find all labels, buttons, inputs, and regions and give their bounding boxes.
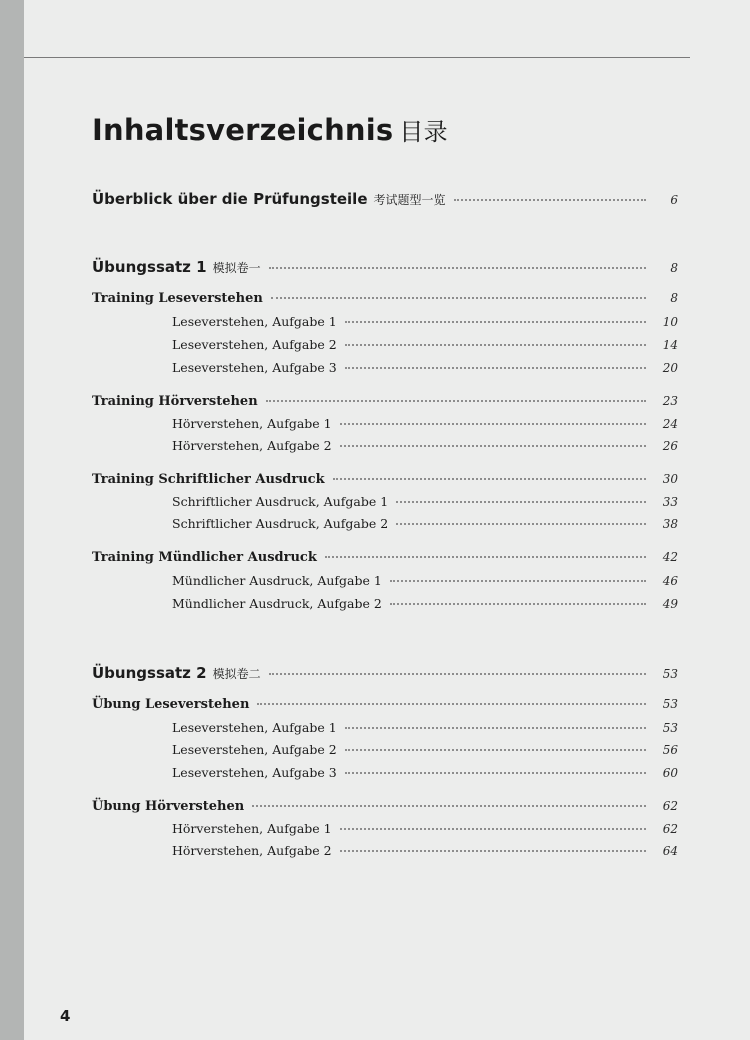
dot-leader [454,199,646,201]
page-ref: 23 [662,394,678,408]
dot-leader [325,556,646,558]
toc-item[interactable]: Mündlicher Ausdruck, Aufgabe 2 49 [172,596,678,611]
toc-entry-set-1[interactable]: Übungssatz 1 模拟卷一 8 [92,258,678,276]
page-binding-gutter [0,0,24,1040]
toc-item[interactable]: Leseverstehen, Aufgabe 2 14 [172,337,678,352]
dot-leader [345,344,646,346]
dot-leader [340,423,646,425]
dot-leader [396,523,646,525]
page-ref: 49 [662,597,678,611]
page-ref: 38 [662,517,678,531]
dot-leader [340,828,646,830]
dot-leader [271,297,646,299]
toc-item[interactable]: Leseverstehen, Aufgabe 1 53 [172,720,678,735]
page-title [92,112,448,147]
page-ref: 42 [662,550,678,564]
toc-section-training-schriftlicher-ausdruck[interactable]: Training Schriftlicher Ausdruck 30 [92,472,678,487]
page-ref: 62 [662,822,678,836]
dot-leader [340,445,646,447]
page-ref: 64 [662,844,678,858]
toc-item[interactable]: Leseverstehen, Aufgabe 3 60 [172,765,678,780]
page-ref: 53 [662,697,678,711]
page-ref: 6 [670,193,678,207]
page-ref: 53 [662,721,678,735]
page-ref: 26 [662,439,678,453]
toc-item[interactable]: Leseverstehen, Aufgabe 1 10 [172,314,678,329]
toc-item[interactable]: Hörverstehen, Aufgabe 1 62 [172,821,678,836]
dot-leader [340,850,646,852]
page-ref: 60 [662,766,678,780]
page-ref: 30 [662,472,678,486]
dot-leader [345,772,646,774]
toc-item[interactable]: Hörverstehen, Aufgabe 2 64 [172,843,678,858]
toc-item[interactable]: Schriftlicher Ausdruck, Aufgabe 2 38 [172,516,678,531]
toc-section-uebung-leseverstehen[interactable]: Übung Leseverstehen 53 [92,697,678,712]
page-ref: 8 [670,291,678,305]
page-ref: 33 [662,495,678,509]
toc-section-uebung-hoerverstehen[interactable]: Übung Hörverstehen 62 [92,799,678,814]
dot-leader [345,749,646,751]
page-ref: 8 [670,261,678,275]
page-ref: 24 [662,417,678,431]
toc-section-training-leseverstehen[interactable]: Training Leseverstehen 8 [92,291,678,306]
toc-item[interactable]: Hörverstehen, Aufgabe 2 26 [172,438,678,453]
page-ref: 14 [662,338,678,352]
toc-item[interactable]: Hörverstehen, Aufgabe 1 24 [172,416,678,431]
toc-item[interactable]: Leseverstehen, Aufgabe 2 56 [172,742,678,757]
page-title-german: Inhaltsverzeichnis [92,113,394,147]
dot-leader [257,703,646,705]
toc-section-training-muendlicher-ausdruck[interactable]: Training Mündlicher Ausdruck 42 [92,550,678,565]
dot-leader [396,501,646,503]
page-ref: 53 [662,667,678,681]
page-ref: 62 [662,799,678,813]
dot-leader [390,603,646,605]
dot-leader [345,367,646,369]
page-ref: 46 [662,574,678,588]
dot-leader [333,478,646,480]
page-ref: 10 [662,315,678,329]
dot-leader [269,673,646,675]
toc-section-training-hoerverstehen[interactable]: Training Hörverstehen 23 [92,394,678,409]
page-number: 4 [60,1007,71,1025]
header-rule [24,57,690,58]
toc-entry-set-2[interactable]: Übungssatz 2 模拟卷二 53 [92,664,678,682]
toc-item[interactable]: Mündlicher Ausdruck, Aufgabe 1 46 [172,573,678,588]
dot-leader [345,727,646,729]
page-ref: 56 [662,743,678,757]
dot-leader [345,321,646,323]
toc-item[interactable]: Schriftlicher Ausdruck, Aufgabe 1 33 [172,494,678,509]
toc-item[interactable]: Leseverstehen, Aufgabe 3 20 [172,360,678,375]
dot-leader [266,400,646,402]
dot-leader [390,580,646,582]
toc-entry-overview[interactable]: Überblick über die Prüfungsteile 考试题型一览 6 [92,190,678,208]
dot-leader [269,267,646,269]
dot-leader [252,805,646,807]
page-ref: 20 [662,361,678,375]
page-title-chinese: 目录 [399,118,448,146]
